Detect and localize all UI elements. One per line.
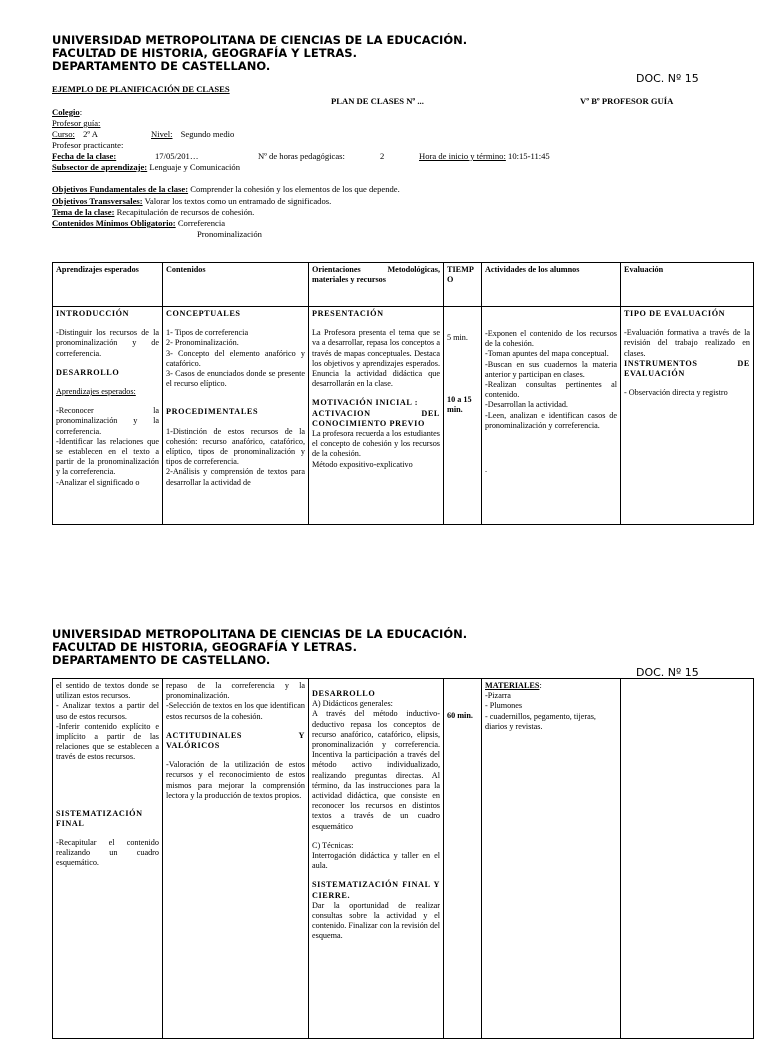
tema-label: Tema de la clase: bbox=[52, 207, 115, 217]
hora-value: 10:15-11:45 bbox=[508, 151, 550, 161]
header-evaluacion: Evaluación bbox=[621, 263, 754, 307]
aprendizaje-item: el sentido de textos donde se utilizan estos recursos. bbox=[56, 681, 159, 701]
instrumentos-heading: INSTRUMENTOS DE EVALUACIÓN bbox=[624, 358, 750, 379]
actividad-item: -Leen, analizan e identifican casos de pronominalización y correferencia. bbox=[485, 410, 617, 430]
obj-fund-row bbox=[52, 184, 400, 195]
profesor-practicante-label: Profesor practicante: bbox=[52, 140, 124, 150]
cmo-row bbox=[52, 218, 225, 229]
table-content-row bbox=[53, 307, 754, 525]
aprendizaje-item: -Inferir contenido explícito e implícito a partir de las relaciones que se establecen a través de estos recursos. bbox=[56, 721, 159, 762]
cell-tiempo-page2 bbox=[444, 679, 482, 1039]
presentacion-text: La Profesora presenta el tema que se va a desarrollar, repasa los conceptos a través de mapas conceptuales. Destaca los objetivos y aprendizajes esperados. Enuncia la actividad didáctica que desarrollarán en la clase. bbox=[312, 328, 440, 389]
aprendizajes-subheading: Aprendizajes esperados: bbox=[56, 387, 136, 397]
tiempo-value: 10 a 15 min. bbox=[447, 395, 472, 415]
actividad-item: -Realizan consultas pertinentes al contenido. bbox=[485, 380, 617, 400]
didacticos-subheading: A) Didácticos generales: bbox=[312, 699, 393, 709]
cell-contenidos-page2 bbox=[163, 679, 309, 1039]
header-tiempo bbox=[444, 263, 482, 307]
fecha-value: 17/05/201… bbox=[155, 151, 199, 161]
tecnicas-subheading: C) Técnicas: bbox=[312, 840, 354, 850]
conceptuales-heading: CONCEPTUALES bbox=[166, 309, 241, 318]
curso-value: 2º A bbox=[83, 129, 98, 139]
motivacion-text: La profesora recuerda a los estudiantes el concepto de cohesión y los recursos de la cohesión. bbox=[312, 429, 440, 459]
material-item: - Plumones bbox=[485, 701, 523, 711]
activacion-heading: ACTIVACION DEL CONOCIMIENTO PREVIO bbox=[312, 408, 440, 428]
materiales-colon: : bbox=[539, 681, 542, 690]
desarrollo-heading: DESARROLLO bbox=[312, 689, 376, 698]
header-orientaciones: Orientaciones Metodológicas, materiales y recursos bbox=[309, 263, 444, 307]
table-content-row-page2 bbox=[53, 679, 754, 1039]
presentacion-heading: PRESENTACIÓN bbox=[312, 309, 384, 318]
doc-number: DOC. Nº 15 bbox=[636, 72, 699, 85]
hora-row bbox=[419, 151, 550, 162]
subsector-label: Subsector de aprendizaje: bbox=[52, 162, 148, 172]
tiempo-value: 60 min. bbox=[447, 711, 473, 720]
actividad-item: -Buscan en sus cuadernos la materia anterior y participan en clases. bbox=[485, 359, 617, 379]
cell-orientaciones bbox=[309, 307, 444, 525]
intro-heading: INTRODUCCIÓN bbox=[56, 309, 130, 318]
contenido-item: repaso de la correferencia y la pronominalización. bbox=[166, 681, 305, 701]
colegio-row: Colegio: bbox=[52, 107, 83, 117]
sistematizacion-text: -Recapitular el contenido realizando un cuadro esquemático. bbox=[56, 838, 159, 868]
header-tiempo-bottom: O bbox=[447, 275, 454, 285]
aprendizaje-item: -Analizar el significado o bbox=[56, 477, 140, 487]
colegio-label: Colegio bbox=[52, 107, 80, 117]
university-header bbox=[52, 34, 467, 73]
tiempo-value: 5 min. bbox=[447, 333, 468, 342]
faculty-name: FACULTAD DE HISTORIA, GEOGRAFÍA Y LETRAS. bbox=[52, 46, 357, 60]
actividad-dot: . bbox=[485, 465, 488, 475]
contenido-item: 2-Análisis y comprensión de textos para desarrollar la actividad de bbox=[166, 467, 305, 487]
plan-table-page2 bbox=[52, 678, 754, 1039]
obj-trans-value: Valorar los textos como un entramado de significados. bbox=[144, 196, 332, 206]
desarrollo-heading: DESARROLLO bbox=[56, 367, 120, 377]
cmo-value-1: Correferencia bbox=[177, 218, 226, 228]
contenido-item: -Selección de textos en los que identifican estos recursos de la cohesión. bbox=[166, 701, 305, 721]
subsector-value: Lenguaje y Comunicación bbox=[149, 162, 241, 172]
table-header-row bbox=[53, 263, 754, 307]
desarrollo-text: A través del método inductivo-deductivo repasa los conceptos de recurso anafórico, catafórico, elipsis, pronominalización y correferencia. Incentiva la participación a través del método activo individualizado, realizando preguntas directas. Al término, da las instrucciones para la actividad didáctica, que consiste en reconocer los recursos en distintos textos a través de un cuadro esquemático bbox=[312, 709, 440, 831]
cell-contenidos bbox=[163, 307, 309, 525]
profesor-guia-label: Profesor guía: bbox=[52, 118, 101, 128]
intro-text: -Distinguir los recursos de la pronominalización y de correferencia. bbox=[56, 328, 159, 358]
cell-actividades-page2 bbox=[482, 679, 621, 1039]
obj-fund-value: Comprender la cohesión y los elementos de los que depende. bbox=[190, 184, 400, 194]
obj-fund-label: Objetivos Fundamentales de la clase: bbox=[52, 184, 189, 194]
plan-table-page1 bbox=[52, 262, 754, 525]
nivel-row bbox=[151, 129, 234, 140]
obj-trans-label: Objetivos Transversales: bbox=[52, 196, 143, 206]
header-tiempo-top: TIEMP bbox=[447, 265, 474, 274]
aprendizaje-item: -Reconocer la pronominalización y la correferencia. bbox=[56, 406, 159, 436]
curso-label: Curso: bbox=[52, 129, 75, 139]
doc-number-page2: DOC. Nº 15 bbox=[636, 666, 699, 679]
university-name: UNIVERSIDAD METROPOLITANA DE CIENCIAS DE LA EDUCACIÓN. bbox=[52, 627, 468, 641]
vb-title: Vº Bº PROFESOR GUÍA bbox=[580, 96, 674, 106]
cell-actividades bbox=[482, 307, 621, 525]
contenido-item: 3- Concepto del elemento anafórico y catafórico. bbox=[166, 348, 305, 368]
header-actividades: Actividades de los alumnos bbox=[482, 263, 621, 307]
cell-tiempo bbox=[444, 307, 482, 525]
tema-value: Recapitulación de recursos de cohesión. bbox=[116, 207, 255, 217]
material-item: - cuadernillos, pegamento, tijeras, diarios y revistas. bbox=[485, 711, 596, 731]
obj-trans-row bbox=[52, 196, 331, 207]
sistematizacion-heading: SISTEMATIZACIÓN FINAL bbox=[56, 808, 143, 828]
actitudinales-heading: ACTITUDINALES Y VALÓRICOS bbox=[166, 730, 305, 751]
hora-label: Hora de inicio y término: bbox=[419, 151, 506, 161]
university-header-page2 bbox=[52, 628, 467, 667]
faculty-name: FACULTAD DE HISTORIA, GEOGRAFÍA Y LETRAS. bbox=[52, 640, 357, 654]
tecnicas-text: Interrogación didáctica y taller en el aula. bbox=[312, 851, 440, 871]
contenido-item: 1-Distinción de estos recursos de la cohesión: recurso anafórico, catafórico, elíptico, tipos de pronominalización y tipos de correferencia. bbox=[166, 426, 305, 467]
metodo-text: Método expositivo-explicativo bbox=[312, 459, 413, 469]
cell-evaluacion-page2 bbox=[621, 679, 754, 1039]
university-name: UNIVERSIDAD METROPOLITANA DE CIENCIAS DE LA EDUCACIÓN. bbox=[52, 33, 468, 47]
contenido-item: 3- Casos de enunciados donde se presente el recurso elíptico. bbox=[166, 369, 305, 389]
nivel-label: Nivel: bbox=[151, 129, 173, 139]
fecha-label: Fecha de la clase: bbox=[52, 151, 117, 161]
procedimentales-heading: PROCEDIMENTALES bbox=[166, 407, 259, 417]
cmo-label: Contenidos Mínimos Obligatorio: bbox=[52, 218, 176, 228]
aprendizaje-item: -Identificar las relaciones que se establecen en el texto a partir de la pronominalización y la correferencia. bbox=[56, 436, 159, 477]
cmo-value-2: Pronominalización bbox=[197, 229, 262, 239]
cell-aprendizajes-page2 bbox=[53, 679, 163, 1039]
material-item: -Pizarra bbox=[485, 691, 511, 701]
tipo-evaluacion-heading: TIPO DE EVALUACIÓN bbox=[624, 309, 726, 318]
tema-row bbox=[52, 207, 254, 218]
cell-evaluacion bbox=[621, 307, 754, 525]
department-name: DEPARTAMENTO DE CASTELLANO. bbox=[52, 59, 271, 73]
example-title: EJEMPLO DE PLANIFICACIÓN DE CLASES bbox=[52, 84, 230, 94]
plan-title: PLAN DE CLASES Nº ... bbox=[331, 96, 424, 106]
horas-value: 2 bbox=[380, 151, 385, 161]
tipo-evaluacion-text: -Evaluación formativa a través de la revisión del trabajo realizado en clases. bbox=[624, 328, 750, 358]
contenido-item: 1- Tipos de correferencia bbox=[166, 328, 249, 338]
department-name: DEPARTAMENTO DE CASTELLANO. bbox=[52, 653, 271, 667]
aprendizaje-item: - Analizar textos a partir del uso de estos recursos. bbox=[56, 701, 159, 721]
contenido-item: 2- Pronominalización. bbox=[166, 338, 239, 348]
motivacion-heading: MOTIVACIÓN INICIAL : bbox=[312, 398, 419, 408]
materiales-heading: MATERIALES bbox=[485, 681, 540, 690]
instrumentos-text: - Observación directa y registro bbox=[624, 388, 728, 398]
nivel-value: Segundo medio bbox=[180, 129, 235, 139]
cierre-heading: SISTEMATIZACIÓN FINAL Y CIERRE. bbox=[312, 880, 440, 900]
cell-orientaciones-page2 bbox=[309, 679, 444, 1039]
header-aprendizajes: Aprendizajes esperados bbox=[53, 263, 163, 307]
horas-label: Nº de horas pedagógicas: bbox=[258, 151, 345, 161]
cell-aprendizajes bbox=[53, 307, 163, 525]
contenido-item: -Valoración de la utilización de estos recursos y el reconocimiento de estos mismos para mejorar la comprensión lectora y la producción de textos propios. bbox=[166, 760, 305, 800]
curso-row bbox=[52, 129, 98, 140]
actividad-item: -Exponen el contenido de los recursos de la cohesión. bbox=[485, 329, 617, 349]
actividad-item: -Toman apuntes del mapa conceptual. bbox=[485, 349, 609, 359]
header-contenidos: Contenidos bbox=[163, 263, 309, 307]
actividad-item: -Desarrollan la actividad. bbox=[485, 400, 568, 410]
subsector-row bbox=[52, 162, 240, 173]
cierre-text: Dar la oportunidad de realizar consultas sobre la actividad y el contenido. Finalizar con la revisión del esquema. bbox=[312, 900, 440, 941]
